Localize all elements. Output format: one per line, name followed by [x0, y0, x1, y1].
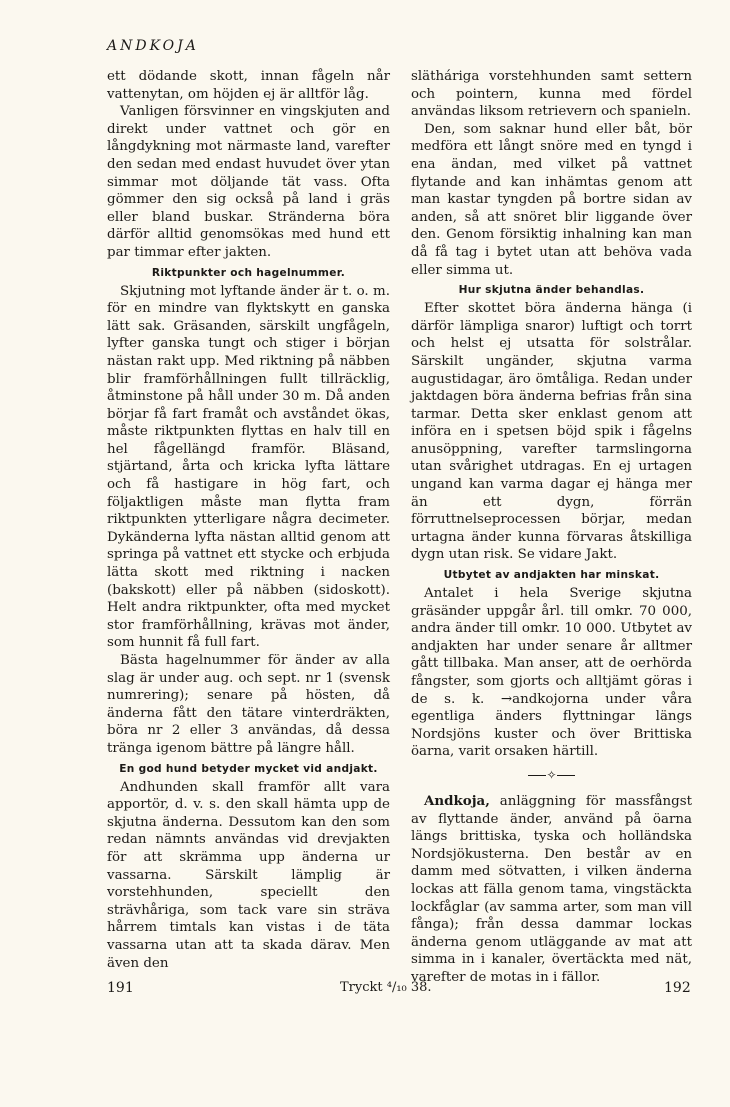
paragraph: Andhunden skall framför allt vara apportör, d. v. s. den skall hämta upp de skjutna änderna. Dessutom kan den som redan nämnts användas vid drevjakten för att skrämma upp änderna ur vassarna. Särskilt lämplig är vorstehhunden, speciellt den strävhåriga, som tack vare sin sträva hårrem timtals kan vistas i de täta vassarna utan att ta skada därav. Men även den — [107, 779, 390, 971]
paragraph: Antalet i hela Sverige skjutna gräsänder uppgår årl. till omkr. 70 000, andra änder till omkr. 10 000. Utbytet av andjakten har under senare år alltmer gått tillbaka. Man anser, att de oerhörda fångster, som gjorts och alltjämt göras i de s. k. →andkojorna under våra egentliga änders flyttningar längs Nordsjöns kuster och över Brittiska öarna, varit orsaken härtill. — [411, 586, 692, 760]
paragraph: Bästa hagelnummer för änder av alla slag är under aug. och sept. nr 1 (svensk numrering); senare på hösten, då änderna fått den tätare vinterdräkten, böra nr 2 eller 3 användas, då dessa tränga igenom bättre på längre håll. — [107, 653, 390, 756]
paragraph: ett dödande skott, innan fågeln når vattenytan, om höjden ej är alltför låg. — [107, 69, 390, 102]
page-number-left: 191 — [107, 980, 134, 996]
running-head: ANDKOJA — [107, 38, 199, 54]
divider-rule — [557, 775, 575, 776]
section-heading: Riktpunkter och hagelnummer. — [151, 266, 346, 279]
entry-text: anläggning för massfångst av flyttande änder, använd på öarna längs brittiska, tyska och holländska Nordsjökusterna. Den består av en damm med sötvatten, i vilken änderna lockas att fälla genom tama, vingstäckta lockfåglar (av samma arter, som man vill fånga); från dessa dammar lockas änderna genom utläggande av mat att simma in i kanaler, övertäckta med nät, varefter de motas in i fällor. — [411, 793, 692, 985]
paragraph: Skjutning mot lyftande änder är t. o. m. för en mindre van flyktskytt en ganska lätt sak. Gräsanden, särskilt ungfågeln, lyfter ganska tungt och stiger i början nästan rakt upp. Med riktning på näbben blir framförhållningen fullt tillräcklig, åtminstone på håll under 30 m. Då anden börjar få fart framåt och avståndet ökas, måste riktpunkten flyttas en halv till en hel fågellängd framför. Bläsand, stjärtand, årta och kricka lyfta lättare och få hastigare in hög fart, och följaktligen måste man flytta fram riktpunkten ytterligare några decimeter. Dykänderna lyfta nästan alltid genom att springa på vattnet ett stycke och erbjuda lätta skott med riktning i nacken (bakskott) eller på näbben (sidoskott). Helt andra riktpunkter, ofta med mycket stor framförhållning, krävas mot änder, som hunnit få full fart. — [107, 283, 390, 651]
section-heading: En god hund betyder mycket vid andjakt. — [119, 762, 378, 775]
section-heading: Hur skjutna änder behandlas. — [458, 284, 645, 297]
paragraph: Vanligen försvinner en vingskjuten and direkt under vattnet och gör en långdykning mot närmaste land, varefter den sedan med endast huvudet över ytan simmar mot döljande tät vass. Ofta gömmer den sig också på land i gräs eller bland buskar. Stränderna böra därför alltid genomsökas med hund ett par timmar efter jakten. — [107, 104, 390, 260]
print-date-imprint: Tryckt ⁴/₁₀ 38. — [340, 980, 432, 995]
page-number-right: 192 — [664, 980, 691, 996]
dictionary-entry — [411, 793, 692, 987]
section-divider-ornament — [411, 769, 692, 781]
entry-headword: Andkoja, — [424, 792, 490, 809]
section-heading: Utbytet av andjakten har minskat. — [443, 569, 660, 582]
left-column — [107, 68, 390, 972]
divider-ornament-icon: ✧ — [546, 767, 557, 782]
paragraph: Efter skottet böra änderna hänga (i därför lämpliga snaror) luftigt och torrt och helst ej utsatta för solstrålar. Särskilt ungänder, skjutna varma augustidagar, äro ömtåliga. Redan under jaktdagen böra änderna befrias från sina tarmar. Detta sker enklast genom att införa en i spetsen böjd spik i fågelns anusöppning, varefter tarmslingorna utan svårighet utdragas. En ej urtagen ungand kan varma dagar ej hänga mer än ett dygn, förrän förruttnelseprocessen börjar, medan urtagna änder kunna förvaras åtskilliga dygn utan risk. Se vidare Jakt. — [411, 301, 692, 563]
right-column — [411, 68, 692, 987]
divider-rule — [528, 775, 546, 776]
paragraph: slätháriga vorstehhunden samt settern och pointern, kunna med fördel användas liksom retrievern och spanieln. — [411, 69, 692, 120]
paragraph: Den, som saknar hund eller båt, bör medföra ett långt snöre med en tyngd i ena ändan, med vilket på vattnet flytande and kan inhämtas genom att man kastar tyngden på bortre sidan av anden, så att snöret blir liggande över den. Genom försiktig inhalning kan man då få tag i bytet utan att behöva vada eller simma ut. — [411, 121, 692, 278]
